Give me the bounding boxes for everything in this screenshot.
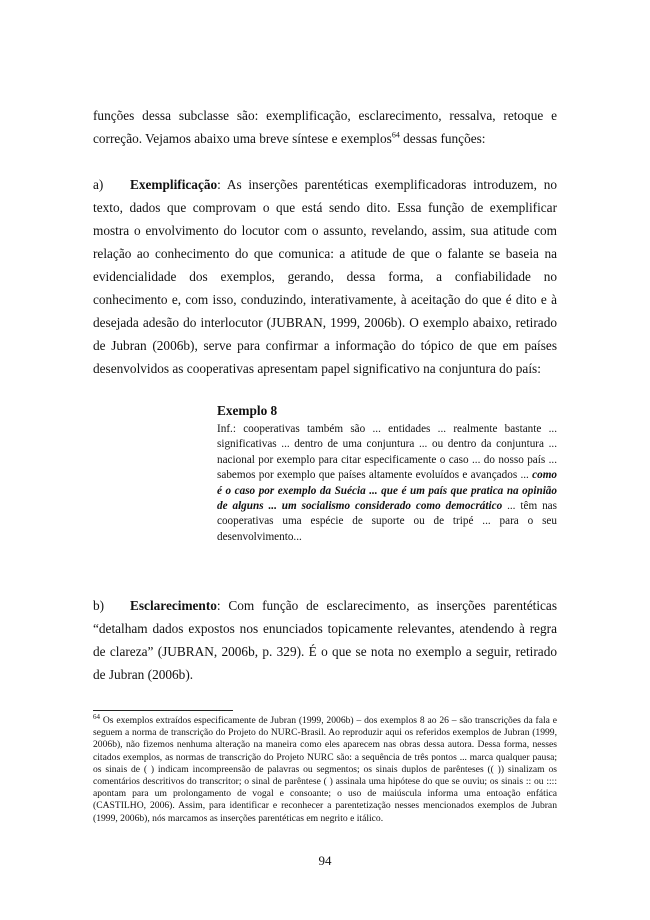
section-a-label: a): [93, 177, 104, 192]
intro-text-2: dessas funções:: [399, 131, 486, 146]
footnote-reference[interactable]: 64: [391, 130, 400, 140]
footnote-number: 64: [93, 712, 100, 721]
section-a-paragraph: [93, 173, 557, 380]
footnote: [93, 712, 557, 825]
section-b-label: b): [93, 598, 105, 613]
example-text-1: Inf.: cooperativas também são ... entidades ... realmente bastante ... significativas ... dentro de uma conjuntura ... ou dentro da conjuntura ... nacional por exemplo para citar especificamente o caso ... do nosso país ... sabemos por exemplo que países altamente evoluídos e avançados ...: [217, 423, 557, 482]
section-b-text: : Com função de esclarecimento, as inserções parentéticas “detalham dados expostos nos enunciados topicamente relevantes, atendendo à regra de clareza” (JUBRAN, 2006b, p. 329). É o que se nota no exemplo a seguir, retirado de Jubran (2006b).: [93, 598, 557, 682]
footnote-divider: [93, 710, 233, 711]
intro-text-1: funções dessa subclasse são: exemplificação, esclarecimento, ressalva, retoque e correção. Vejamos abaixo uma breve síntese e exemplos: [93, 108, 557, 146]
footnote-text: Os exemplos extraídos especificamente de Jubran (1999, 2006b) – dos exemplos 8 ao 26 – são transcrições da fala e seguem a norma de transcrição do Projeto do NURC-Brasil. Ao reproduzir aqui os referidos exemplos de Jubran (1999, 2006b), não fizemos nenhuma alteração na maneira como eles aparecem nas obras dessa autora. Dessa forma, nesses citados exemplos, as normas de transcrição do Projeto NURC são: a sequência de três pontos ... marca qualquer pausa; os sinais de ( ) indicam incompreensão de palavras ou segmentos; os sinais duplos de parênteses (( )) sinalizam os comentários descritivos do transcritor; o sinal de parêntese ( ) assinala uma hipótese do que se ouviu; os sinais :: ou :::: apontam para um prolongamento de vogal e consoante; o uso de maiúscula informa uma entoação enfática (CASTILHO, 2006). Assim, para identificar e reconhecer a parentetização nesses mencionados exemplos de Jubran (1999, 2006b), nós marcamos as inserções parentéticas em negrito e itálico.: [93, 715, 557, 824]
example-body: [217, 422, 557, 545]
example-text-2: ... têm nas cooperativas uma espécie de suporte ou de tripé ... para o seu desenvolvimento...: [217, 500, 557, 543]
example-title: Exemplo 8: [217, 403, 278, 418]
example-block: [217, 402, 557, 545]
section-b-paragraph: [93, 594, 557, 686]
section-a-text: : As inserções parentéticas exemplificadoras introduzem, no texto, dados que comprovam o que está sendo dito. Essa função de exemplificar mostra o envolvimento do locutor com o assunto, revelando, assim, sua atitude com relação ao conhecimento do que comunica: a atitude de que o falante se baseia na evidencialidade dos exemplos, gerando, dessa forma, a confiabilidade no conhecimento e, com isso, conduzindo, interativamente, à aceitação do que é dito e à desejada adesão do interlocutor (JUBRAN, 1999, 2006b). O exemplo abaixo, retirado de Jubran (2006b), serve para confirmar a informação do tópico de que em países desenvolvidos as cooperativas apresentam papel significativo na conjuntura do país:: [93, 177, 557, 376]
section-b-title: Esclarecimento: [130, 598, 217, 613]
example-emphasis: como é o caso por exemplo da Suécia ... que é um país que pratica na opinião de alguns ... um socialismo considerado como democrático: [217, 469, 557, 513]
section-a-title: Exemplificação: [130, 177, 218, 192]
intro-paragraph: [93, 104, 557, 150]
page-number: 94: [318, 853, 332, 868]
